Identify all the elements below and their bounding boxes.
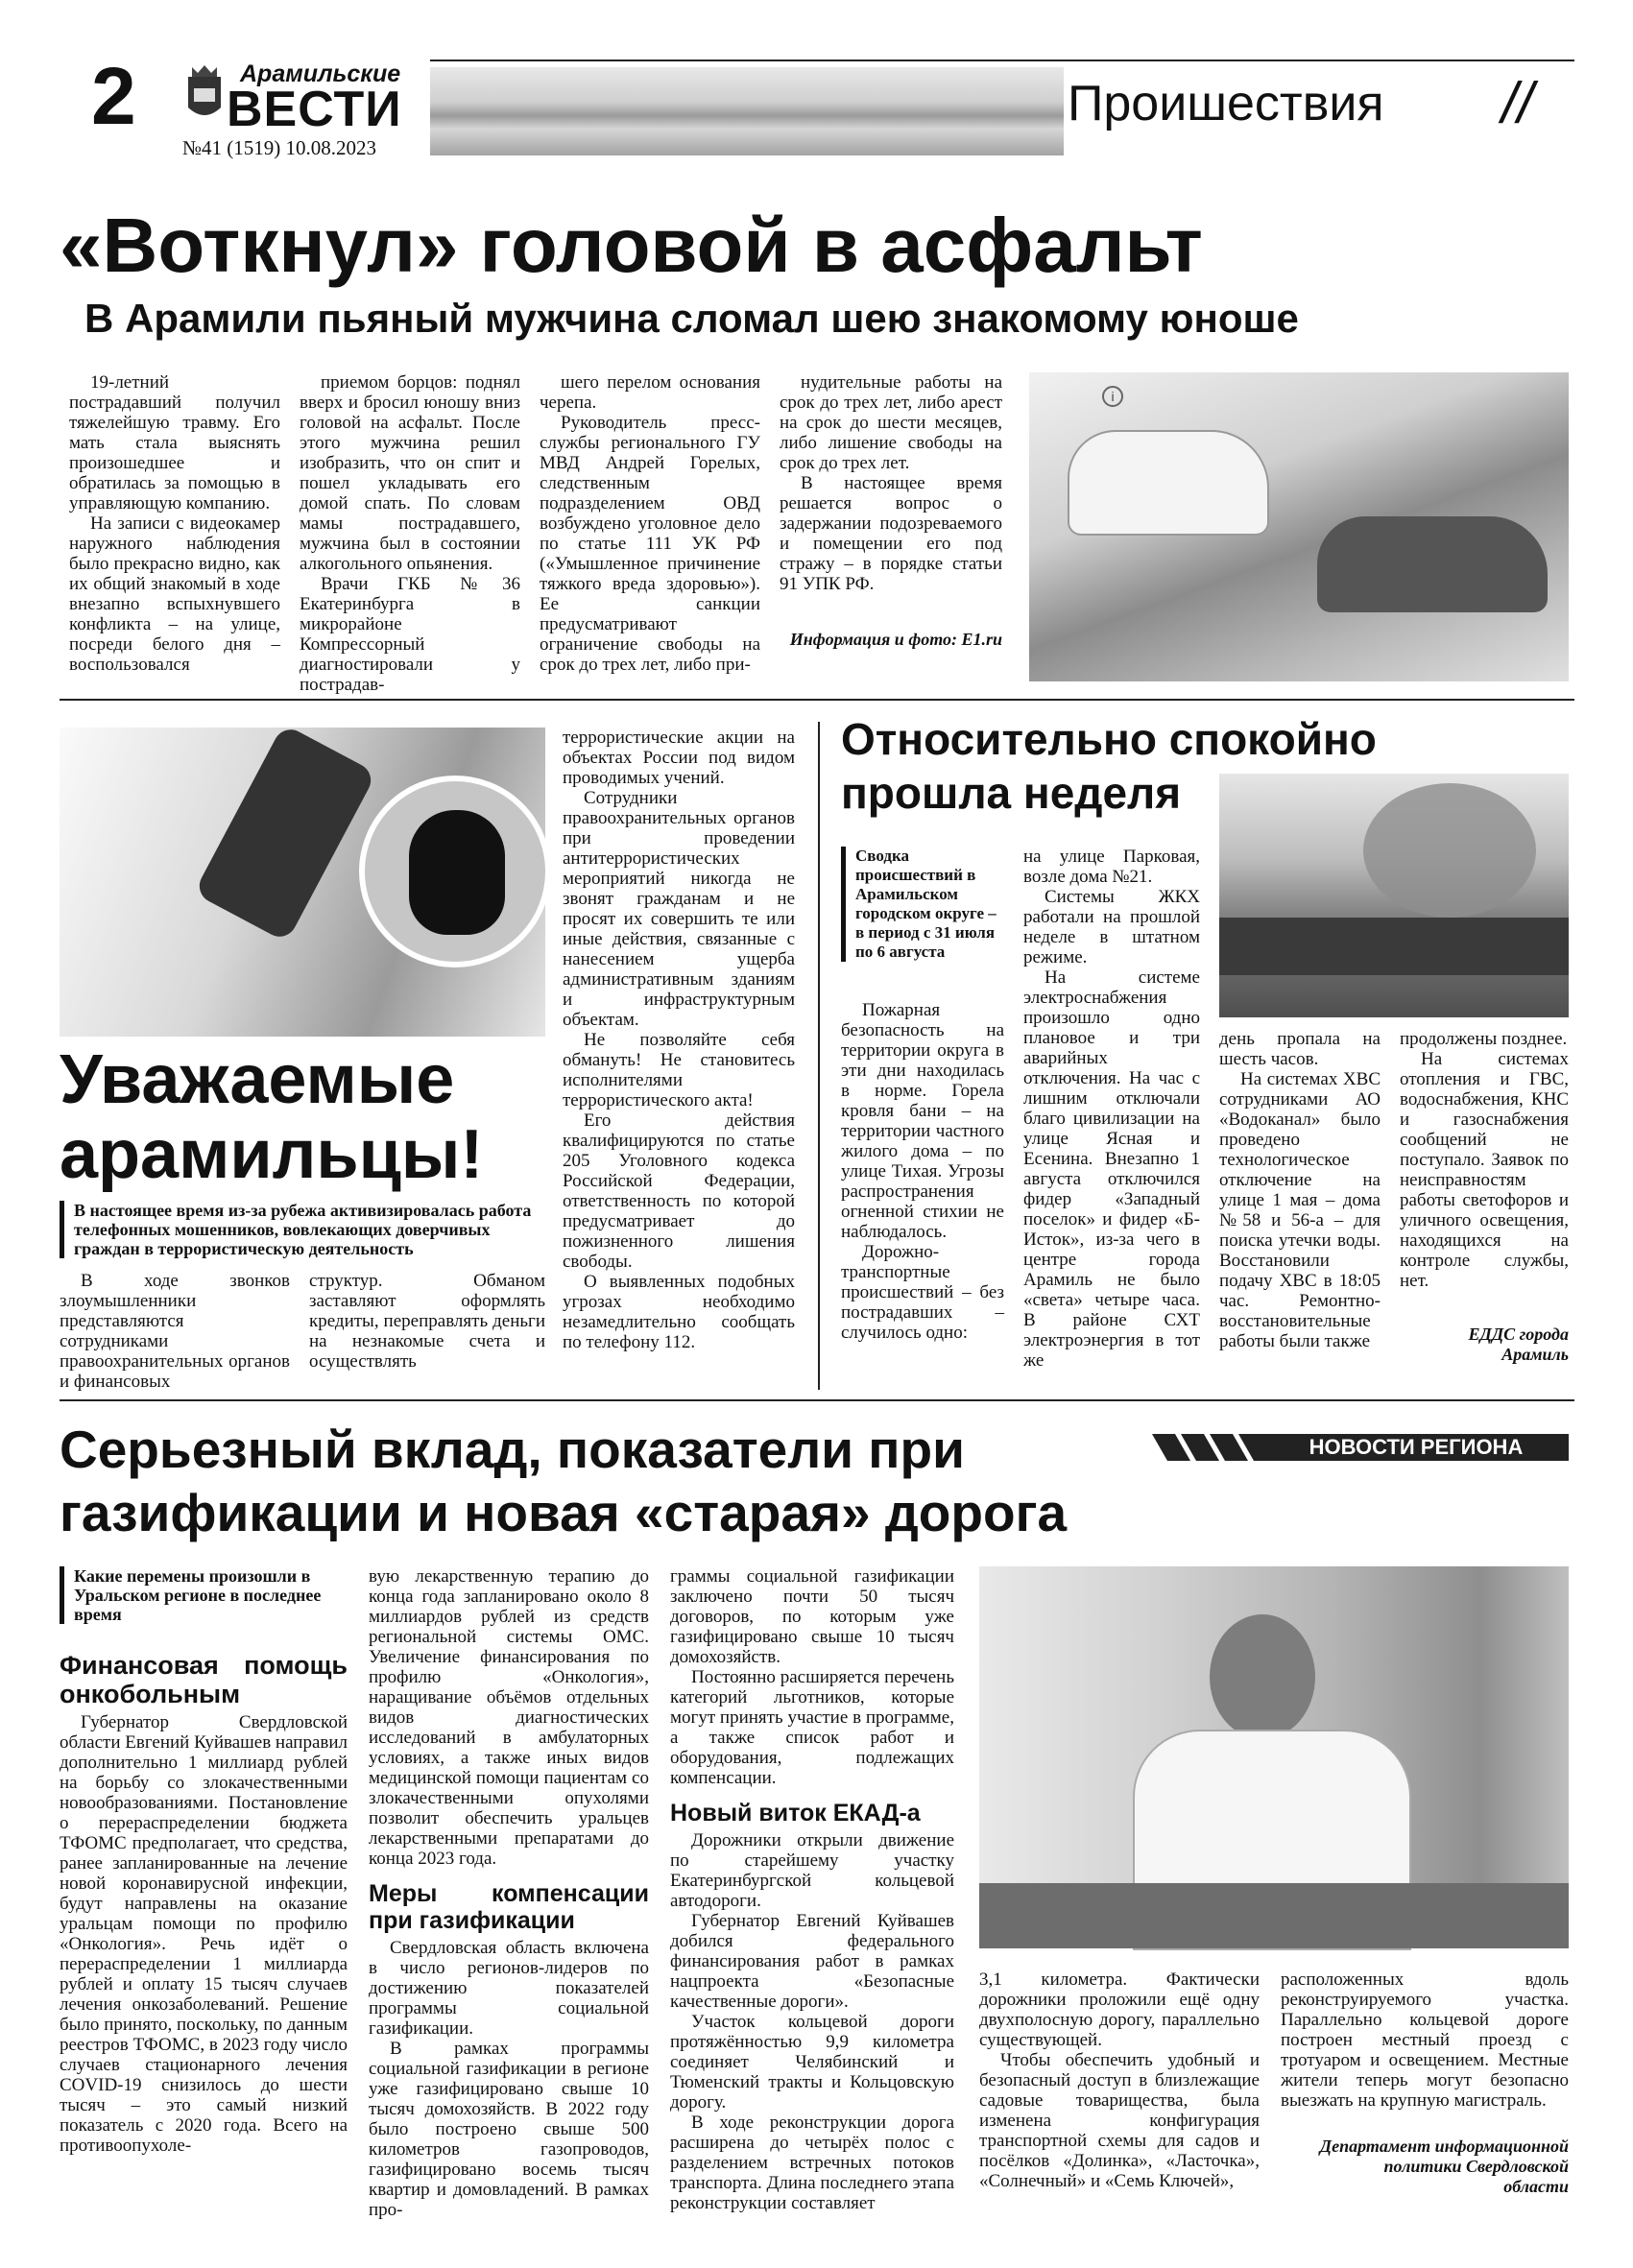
paragraph: О выявленных подобных угрозах необходимо незамедлительно сообщать по телефону 112. (563, 1272, 795, 1352)
article2-lead: В настоящее время из-за рубежа активизировалась работа телефонных мошенников, вовлекающих доверчивых граждан в террористическую деятельность (60, 1201, 545, 1258)
article4-col5 (1281, 1970, 1569, 2113)
paragraph: На системах отопления и ГВС, водоснабжения, КНС и газоснабжения сообщений не поступало. Заявок по неисправностям работы светофоров и уличного освещения, находящихся на контроле службы, нет. (1400, 1049, 1569, 1291)
article2-title-line1: Уважаемые (60, 1041, 455, 1118)
info-icon: i (1102, 386, 1123, 407)
tag-stripes-icon (1152, 1434, 1265, 1461)
article3-lead: Сводка происшествий в Арамильском городском округе – в период с 31 июля по 6 августа (841, 847, 997, 962)
paragraph: Системы ЖКХ работали на прошлой неделе в штатном режиме. (1023, 887, 1200, 967)
paragraph: террористические акции на объектах России под видом проводимых учений. (563, 728, 795, 788)
article4-tag: НОВОСТИ РЕГИОНА (1263, 1434, 1569, 1461)
article1-col3 (540, 372, 760, 675)
article1-credit: Информация и фото: E1.ru (789, 630, 1002, 649)
article4-col3 (670, 1566, 954, 2240)
article3-fire-photo (1219, 774, 1569, 1017)
paragraph: Врачи ГКБ №36 Екатеринбурга в микрорайоне Компрессорный диагностировали у пострадав- (300, 574, 520, 695)
paragraph: В ходе реконструкции дорога расширена до четырёх полос с разделением встречных потоков транспорта. Длина последнего этапа реконструкции составляет (670, 2113, 954, 2213)
paragraph: шего перелом основания черепа. (540, 372, 760, 413)
paragraph: В настоящее время решается вопрос о задержании подозреваемого и помещении его под стражу – в порядке статьи 91 УПК РФ. (780, 473, 1002, 594)
section-label: Проишествия (1068, 76, 1384, 131)
article1-col1 (69, 372, 280, 675)
paragraph: Дорожно-транспортные происшествий – без пострадавших – случилось одно: (841, 1242, 1004, 1343)
paragraph: 3,1 километра. Фактически дорожники проложили ещё одну двухполосную дорогу, параллельно существующей. (979, 1970, 1260, 2050)
paragraph: На системах ХВС сотрудниками АО «Водоканал» было проведено технологическое отключение на улице 1 мая – дома №58 и 56-а – для поиска утечки воды. Восстановили подачу ХВС в 18:05 час. Ремонтно-восстановительные работы были также (1219, 1069, 1381, 1351)
page-number: 2 (91, 51, 136, 141)
mask-shape (409, 810, 505, 935)
article3-col1 (841, 1000, 1004, 1370)
article2-title-line2: арамильцы! (60, 1116, 484, 1193)
paragraph: Руководитель пресс-службы регионального ГУ МВД Андрей Горелых, следственным подразделением ОВД возбуждено уголовное дело по статье 111 УК РФ («Умышленное причинение тяжкого вреда здоровью»). Ее санкции предусматривают ограничение свободы на срок до трех лет, либо при- (540, 413, 760, 675)
header-landscape-photo (430, 67, 1064, 155)
car-shape (1317, 516, 1548, 612)
paragraph: Губернатор Свердловской области Евгений Куйвашев направил дополнительно 1 миллиард рублей на борьбу со злокачественными новообразованиями. Постановление о перераспределении бюджета ТФОМС предполагает, что средства, ранее запланированные на лечение новой коронавирусной инфекции, будут направлены на оказание уральцам помощи по профилю «Онкология». Речь идёт о перераспределении 1 миллиарда рублей и оплату 15 тысяч случаев лечения онкозаболеваний. Решение было принято, поскольку, по данным реестров ТФОМС, в 2023 году число случаев стационарного лечения COVID-19 снизилось до шести тысяч – это самый низкий показатель с 2020 года. Всего на противоопухоле- (60, 1712, 348, 2156)
paragraph: 19-летний пострадавший получил тяжелейшую травму. Его мать стала выяснять произошедшее и обратилась за помощью в управляющую компанию. (69, 372, 280, 513)
smoke-shape (1363, 783, 1536, 918)
paragraph: на улице Парковая, возле дома №21. (1023, 847, 1200, 887)
article4-sub3: Новый виток ЕКАД-а (670, 1800, 921, 1826)
section-slashes: // (1501, 71, 1534, 135)
paragraph: На записи с видеокамер наружного наблюдения было прекрасно видно, как их общий знакомый в ходе внезапно вспыхнувшего конфликта – на улице, посреди белого дня – воспользовался (69, 513, 280, 675)
article4-sub2: Меры компенсации при газификации (369, 1880, 649, 1934)
phone-shape (193, 724, 376, 943)
paragraph: нудительные работы на срок до трех лет, либо арест на срок до шести месяцев, либо лишение свободы на срок до трех лет. (780, 372, 1002, 473)
paragraph: На системе электроснабжения произошло одно плановое и три аварийных отключения. На час с лишним отключали благо цивилизации на улице Ясная и Есенина. Внезапно 1 августа отключился фидер «Западный поселок» и фидер «Б-Исток», из-за чего в центре города Арамиль не было «света» четыре часа. В районе СХТ электроэнергия в тот же (1023, 967, 1200, 1371)
article1-cctv-photo (1029, 372, 1569, 681)
article4-col1 (60, 1645, 348, 2240)
brand-big: ВЕСТИ (227, 82, 402, 137)
article1-title: «Воткнул» головой в асфальт (60, 203, 1203, 288)
paragraph: Дорожники открыли движение по старейшему участку Екатеринбургской кольцевой автодороги. (670, 1830, 954, 1911)
paragraph: вую лекарственную терапию до конца года запланировано около 8 миллиардов рублей из средств региональной системы ОМС. Увеличение финансирования по профилю «Онкология», наращивание объёмов отдельных видов диагностических исследований в амбулаторных условиях, а также иных видов медицинской помощи пациентам со злокачественными опухолями позволит обеспечить уральцев лекарственными препаратами до конца 2023 года. (369, 1566, 649, 1869)
article4-col4 (979, 1970, 1260, 2240)
article2-col3 (563, 728, 795, 1386)
article4-lead: Какие перемены произошли в Уральском регионе в последнее время (60, 1566, 348, 1624)
divider (60, 1399, 1574, 1401)
article4-sub1: Финансовая помощь онкобольным (60, 1651, 348, 1708)
paragraph: Чтобы обеспечить удобный и безопасный доступ в близлежащие садовые товарищества, была изменена конфигурация транспортной схемы для садов и посёлков «Долинка», «Ласточка», «Солнечный» и «Семь Ключей», (979, 2050, 1260, 2191)
article3-title-line2: прошла неделя (841, 768, 1182, 818)
paragraph: Пожарная безопасность на территории округа в эти дни находилась в норме. Горела кровля бани – на территории частного жилого дома – по улице Тихая. Угрозы распространения огненной стихии не наблюдалось. (841, 1000, 1004, 1242)
paragraph: граммы социальной газификации заключено почти 50 тысяч договоров, по которым уже газифицировано свыше 10 тысяч домохозяйств. (670, 1566, 954, 1667)
logo-emblem-icon (184, 63, 225, 125)
article3-col2 (1023, 847, 1200, 1371)
paragraph: Постоянно расширяется перечень категорий льготников, которые могут принять участие в программе, а также список работ и оборудования, подлежащих компенсации. (670, 1667, 954, 1788)
paragraph: продолжены позднее. (1400, 1029, 1568, 1049)
article3-col4 (1400, 1029, 1569, 1317)
article3-col3 (1219, 1029, 1381, 1371)
article3-credit: ЕДДС города Арамиль (1468, 1325, 1569, 1364)
header-top-rule (430, 60, 1574, 61)
paragraph: Губернатор Евгений Куйвашев добился федерального финансирования работ в рамках нацпроекта «Безопасные качественные дороги». (670, 1911, 954, 2012)
vertical-divider (818, 722, 820, 1390)
paragraph: В рамках программы социальной газификации в регионе уже газифицировано свыше 10 тысяч домохозяйств. В 2022 году было построено свыше 500 километров газопроводов, газифицировано восемь тысяч квартир и домовладений. В рамках про- (369, 2039, 649, 2220)
article3-title-line1: Относительно спокойно (841, 714, 1377, 764)
article2-fraud-photo (60, 728, 545, 1037)
divider (60, 699, 1574, 701)
paragraph: день пропала на шесть часов. (1219, 1029, 1381, 1069)
issue-number: №41 (1519) 10.08.2023 (182, 136, 377, 159)
article2-col1 (60, 1271, 290, 1392)
article1-subtitle: В Арамили пьяный мужчина сломал шею знакомому юноше (84, 296, 1299, 341)
paragraph: приемом борцов: поднял вверх и бросил юношу вниз головой на асфальт. После этого мужчина решил изобразить, что он спит и пошел укладывать его домой спать. По словам мамы пострадавшего, мужчина был в состоянии алкогольного опьянения. (300, 372, 520, 574)
article4-credit: Департамент информационной политики Свердловской области (1319, 2137, 1569, 2196)
fence-shape (1219, 918, 1569, 975)
paragraph: Сотрудники правоохранительных органов при проведении антитеррористических мероприятий никогда не звонят гражданам и не просят их совершить те или иные действия, связанные с нанесением ущерба административным зданиям и инфраструктурным объектам. (563, 788, 795, 1030)
paragraph: В ходе звонков злоумышленники представляются сотрудниками правоохранительных органов и финансовых (60, 1271, 290, 1392)
brand-small: Арамильские (240, 60, 401, 87)
article1-col2 (300, 372, 520, 695)
paragraph: Его действия квалифицируются по статье 205 Уголовного кодекса Российской Федерации, ответственность по которой предусматривает до пожизненного лишения свободы. (563, 1110, 795, 1272)
paragraph: Не позволяйте себя обмануть! Не становитесь исполнителями террористического акта! (563, 1030, 795, 1110)
article4-title-line2: газификации и новая «старая» дорога (60, 1483, 1068, 1542)
article4-title-line1: Серьезный вклад, показатели при (60, 1420, 965, 1479)
table-shape (979, 1883, 1569, 1948)
article4-governor-photo (979, 1566, 1569, 1948)
person-head (1210, 1614, 1315, 1739)
paragraph: структур. Обманом заставляют оформлять кредиты, переправлять деньги на незнакомые счета и осуществлять (309, 1271, 545, 1372)
article4-col2 (369, 1566, 649, 2240)
paragraph: Участок кольцевой дороги протяжённостью 9,9 километра соединяет Челябинский и Тюменский тракты и Кольцовскую дорогу. (670, 2012, 954, 2113)
paragraph: Свердловская область включена в число регионов-лидеров по достижению показателей программы социальной газификации. (369, 1938, 649, 2039)
article2-col2 (309, 1271, 545, 1372)
article1-col4 (780, 372, 1002, 622)
masked-man-circle (359, 776, 551, 967)
car-shape (1068, 430, 1269, 536)
paragraph: расположенных вдоль реконструируемого участка. Параллельно кольцевой дороге построен местный проезд с тротуаром и освещением. Местные жители теперь могут безопасно выезжать на крупную магистраль. (1281, 1970, 1569, 2111)
